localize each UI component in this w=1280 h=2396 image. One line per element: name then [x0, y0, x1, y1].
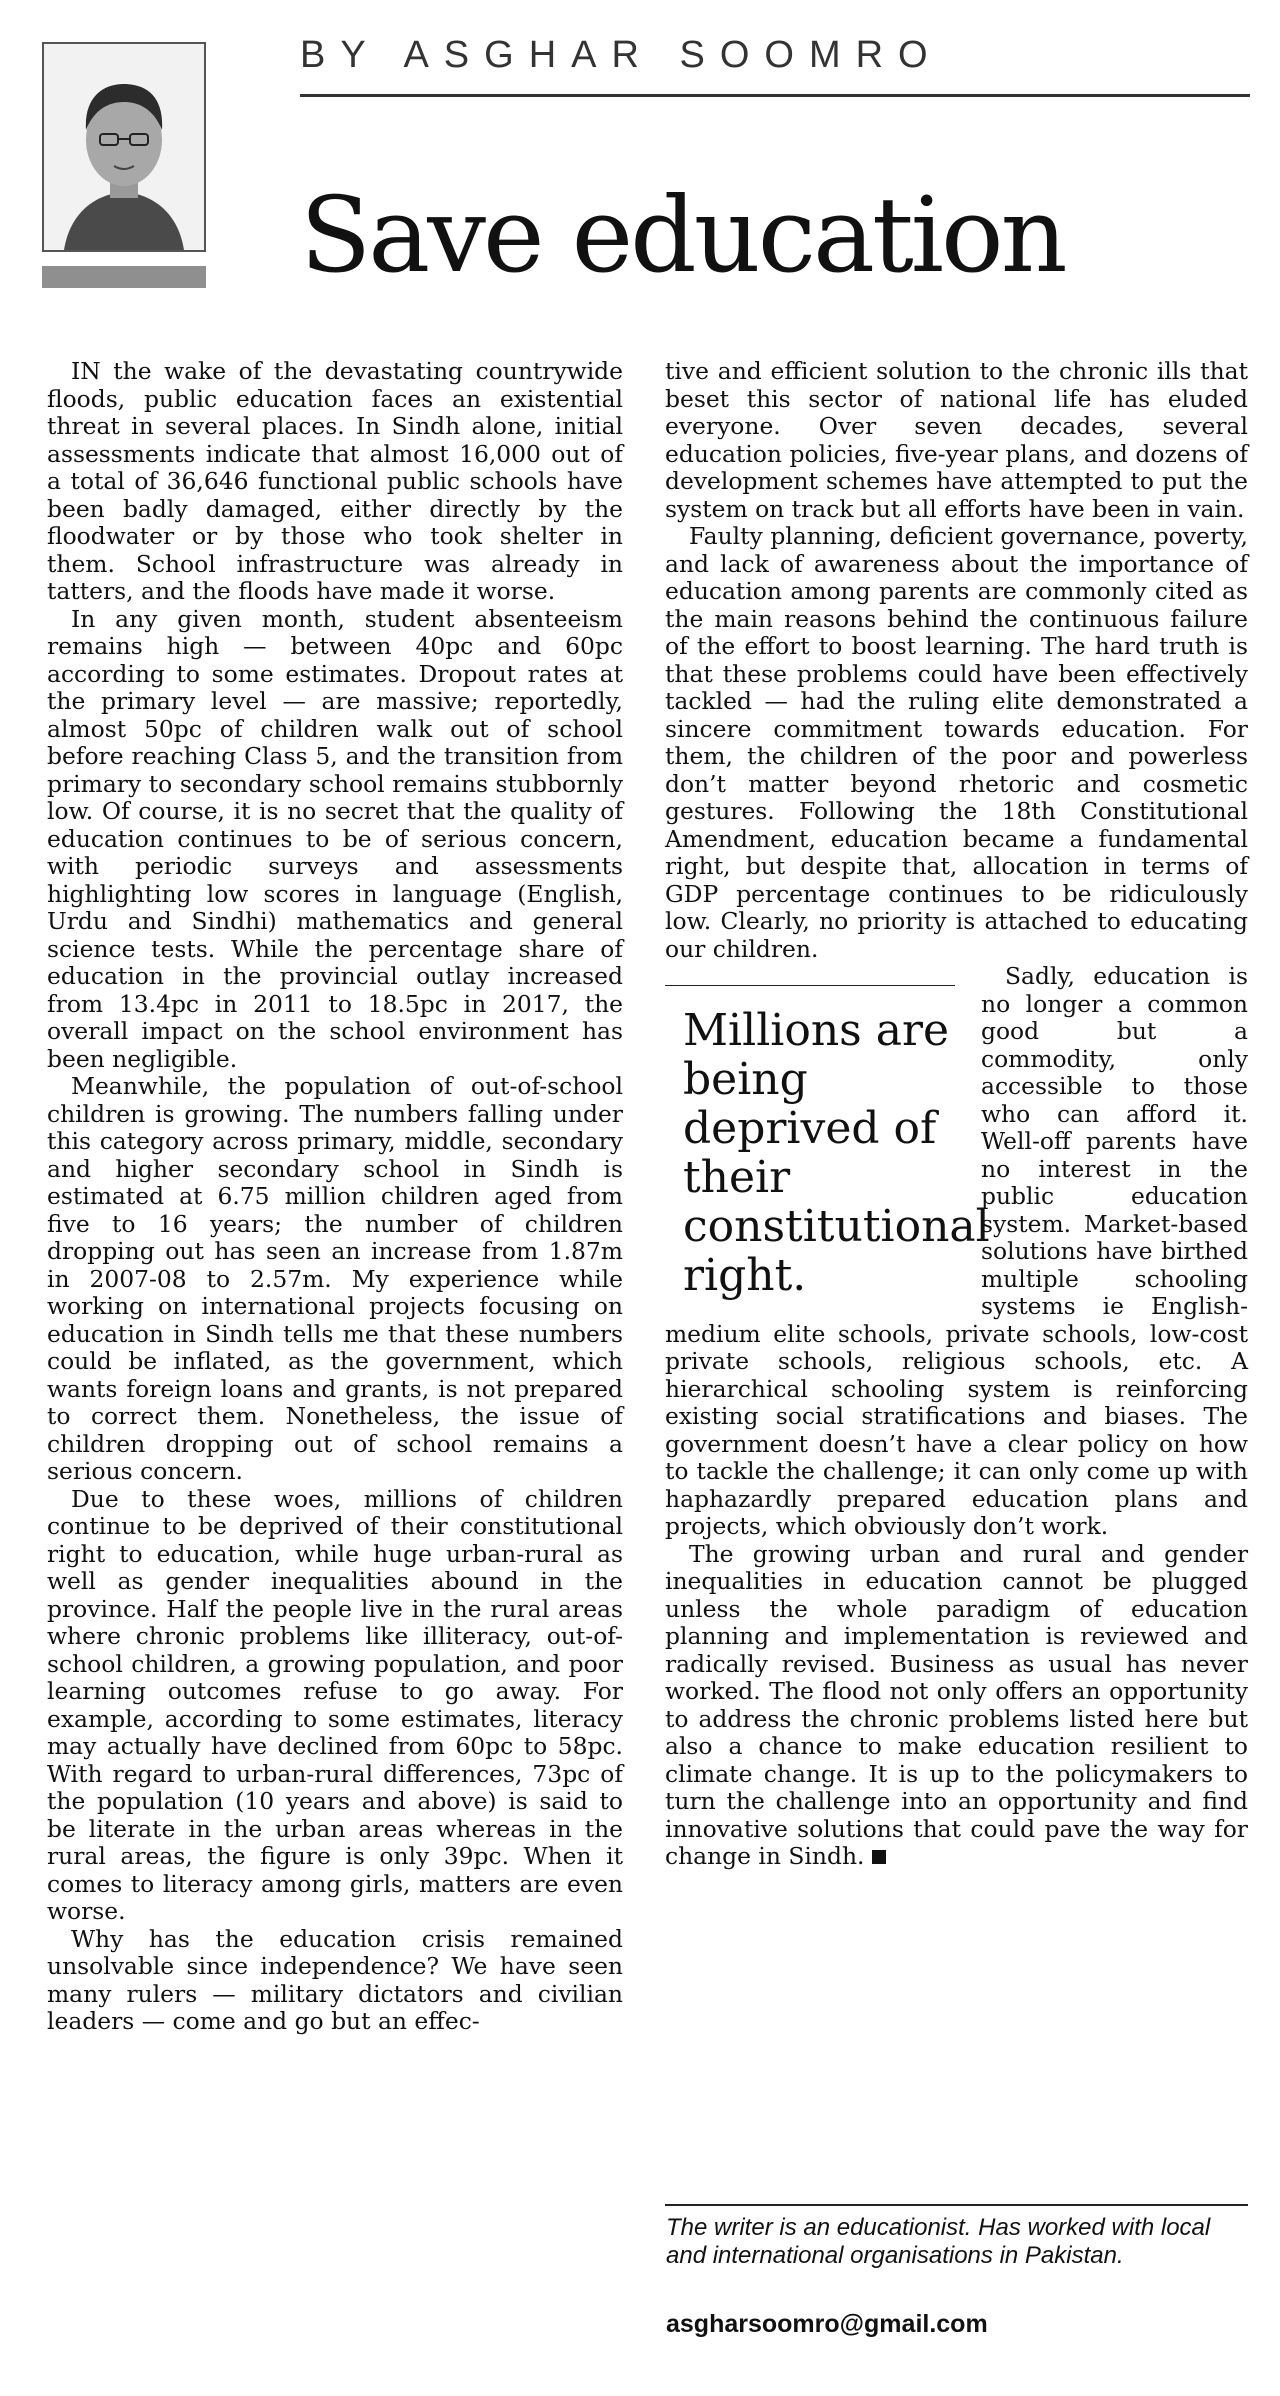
end-mark-icon: [872, 1850, 886, 1864]
pull-quote-line: constitutional: [683, 1201, 990, 1252]
article-column-1: [47, 358, 623, 2036]
author-email: asgharsoomro@gmail.com: [666, 2310, 988, 2338]
pull-quote-line: right.: [683, 1250, 807, 1301]
bio-divider: [665, 2204, 1248, 2206]
pull-quote-line: being: [683, 1054, 808, 1105]
author-portrait-icon: [44, 44, 204, 250]
pull-quote-line: Millions are: [683, 1005, 950, 1056]
byline-rule: [300, 94, 1250, 97]
paragraph: Why has the education crisis remained unsolvable since independence? We have seen many rulers — military dictators and civilian leaders — come and go but an effec-: [47, 1924, 623, 2035]
paragraph: Meanwhile, the population of out-of-school children is growing. The numbers falling under this category across primary, middle, secondary and higher secondary school in Sindh is estimated at 6.75 million children aged from five to 16 years; the number of children dropping out has seen an increase from 1.87m in 2007-08 to 2.57m. My experience while working on international projects focusing on education in Sindh tells me that these numbers could be inflated, as the government, which wants foreign loans and grants, is not prepared to correct them. Nonetheless, the issue of children dropping out of school remains a serious concern.: [47, 1072, 623, 1485]
paragraph: tive and efficient solution to the chronic ills that beset this sector of national life has eluded everyone. Over seven decades, several education policies, five-year plans, and dozens of development schemes have attempted to put the system on track but all efforts have been in vain.: [665, 357, 1248, 523]
paragraph: In any given month, student absenteeism remains high — between 40pc and 60pc according to some estimates. Dropout rates at the primary level — are massive; reportedly, almost 50pc of children walk out of school before reaching Class 5, and the transition from primary to secondary school remains stubbornly low. Of course, it is no secret that the quality of education continues to be of serious concern, with periodic surveys and assessments highlighting low scores in language (English, Urdu and Sindhi) mathematics and general science tests. While the percentage share of education in the provincial outlay increased from 13.4pc in 2011 to 18.5pc in 2017, the overall impact on the school environment has been negligible.: [47, 604, 623, 1073]
paragraph: [665, 1541, 1248, 1871]
photo-accent-bar: [42, 266, 206, 288]
paragraph-text: The growing urban and rural and gender inequalities in education cannot be plugged unless the whole paradigm of education planning and implementation is reviewed and radically revised. Business as usual has never worked. The flood not only offers an opportunity to address the chronic problems listed here but also a chance to make education resilient to climate change. It is up to the policymakers to turn the challenge into an opportunity and find innovative solutions that could pave the way for change in Sindh.: [665, 1539, 1248, 1870]
author-bio: The writer is an educationist. Has worked with local and international organisations in Pakistan.: [666, 2214, 1211, 2269]
author-photo: [42, 42, 206, 252]
paragraph: Due to these woes, millions of children continue to be deprived of their constitutional right to education, while huge urban-rural as well as gender inequalities abound in the province. Half the people live in the rural areas where chronic problems like illiteracy, out-of-school children, a growing population, and poor learning outcomes refuse to go away. For example, according to some estimates, literacy may actually have declined from 60pc to 58pc. With regard to urban-rural differences, 73pc of the population (10 years and above) is said to be literate in the urban areas whereas in the rural areas, the figure is only 39pc. When it comes to literacy among girls, matters are even worse.: [47, 1484, 623, 1925]
pull-quote-line: deprived of: [683, 1103, 937, 1154]
headline: Save education: [300, 174, 1065, 296]
pull-quote-line: their: [683, 1152, 791, 1203]
paragraph: Sadly, education is no longer a common good but a commodity, only accessible to those who can afford it. Well-off parents have no interest in the public education system. Market-based solutions have birthed multiple schooling systems ie English-medium elite schools, private schools, low-cost private schools, religious schools, etc. A hierarchical schooling system is reinforcing existing social stratifications and biases. The government doesn’t have a clear policy on how to tackle the challenge; it can only come up with haphazardly prepared education plans and projects, which obviously don’t work.: [665, 962, 1248, 1540]
pull-quote: [665, 985, 990, 1301]
article-column-2: [665, 358, 1248, 1871]
byline: BY ASGHAR SOOMRO: [300, 34, 943, 76]
paragraph: IN the wake of the devastating countrywide floods, public education faces an existential threat in several places. In Sindh alone, initial assessments indicate that almost 16,000 out of a total of 36,646 functional public schools have been badly damaged, either directly by the floodwater or by those who took shelter in them. School infrastructure was already in tatters, and the floods have made it worse.: [47, 357, 623, 605]
paragraph: Faulty planning, deficient governance, poverty, and lack of awareness about the importance of education among parents are commonly cited as the main reasons behind the continuous failure of the effort to boost learning. The hard truth is that these problems could have been effectively tackled — had the ruling elite demonstrated a sincere commitment towards education. For them, the children of the poor and powerless don’t matter beyond rhetoric and cosmetic gestures. Following the 18th Constitutional Amendment, education became a fundamental right, but despite that, allocation in terms of GDP percentage continues to be ridiculously low. Clearly, no priority is attached to educating our children.: [665, 522, 1248, 963]
